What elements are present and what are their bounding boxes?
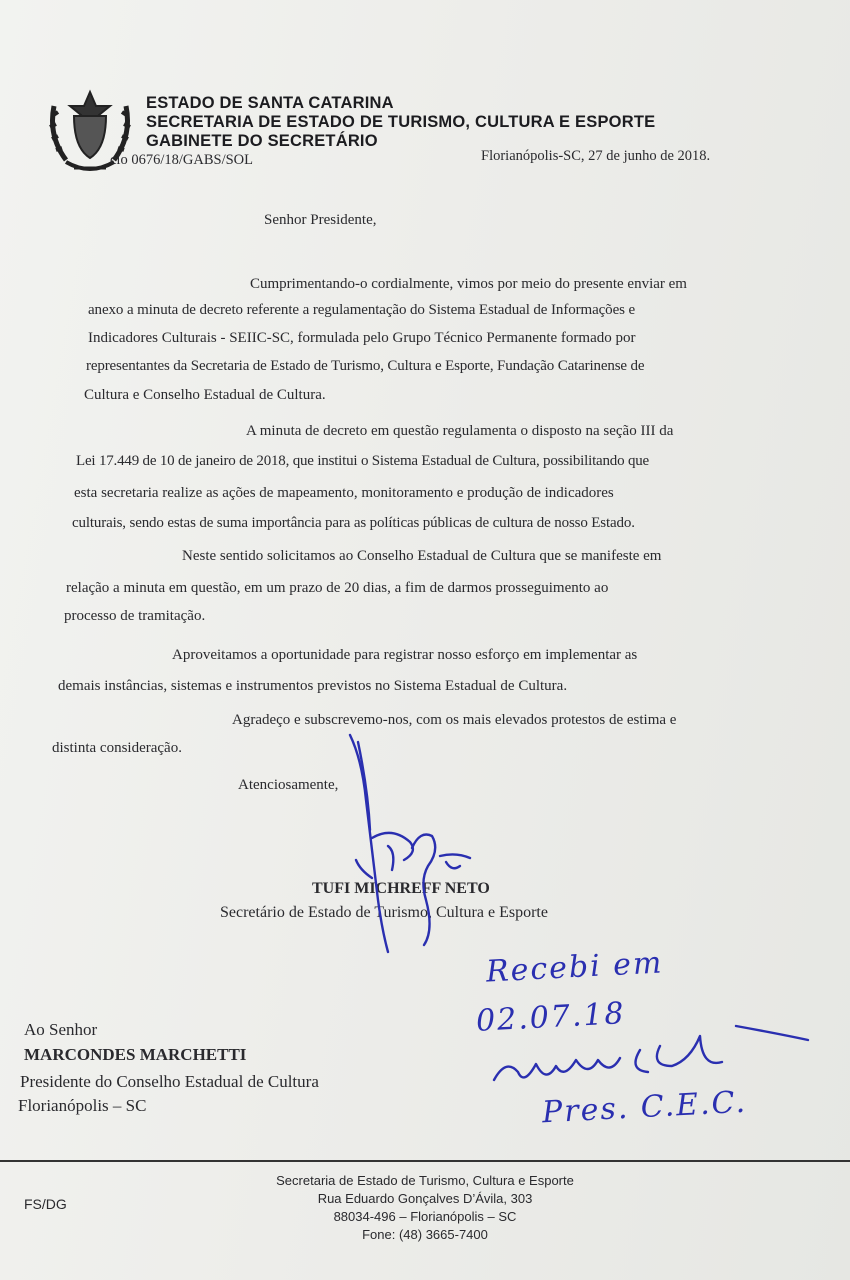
footer-rule	[0, 1160, 850, 1162]
footer-line-3: 88034-496 – Florianópolis – SC	[333, 1209, 517, 1224]
paragraph-4-line: Aproveitamos a oportunidade para registrar nosso esforço em implementar as	[172, 647, 638, 663]
document-reference: cio 0676/18/GABS/SOL	[110, 152, 253, 168]
paragraph-1-line: representantes da Secretaria de Estado de Turismo, Cultura e Esporte, Fundação Catarinense de	[86, 358, 645, 374]
paragraph-1-line: Indicadores Culturais - SEIIC-SC, formulada pelo Grupo Técnico Permanente formado por	[88, 330, 636, 346]
paragraph-2-line: esta secretaria realize as ações de mapeamento, monitoramento e produção de indicadores	[74, 485, 614, 501]
letterhead-line-2: SECRETARIA DE ESTADO DE TURISMO, CULTURA E ESPORTE	[146, 113, 656, 131]
closing: Atenciosamente,	[238, 777, 339, 793]
paragraph-2-line: culturais, sendo estas de suma importância para as políticas públicas de cultura de nosso Estado.	[72, 515, 635, 531]
letterhead-line-1: ESTADO DE SANTA CATARINA	[146, 94, 394, 112]
handwritten-note-line-4: Pres. C.E.C.	[541, 1084, 748, 1131]
paragraph-3-line: Neste sentido solicitamos ao Conselho Estadual de Cultura que se manifeste em	[182, 548, 662, 564]
handwritten-note-line-1: Recebi em	[485, 945, 665, 990]
paragraph-1-line: Cultura e Conselho Estadual de Cultura.	[84, 387, 326, 403]
signatory-name: TUFI MICHREFF NETO	[312, 880, 490, 897]
footer-line-4: Fone: (48) 3665-7400	[362, 1227, 488, 1242]
salutation: Senhor Presidente,	[264, 212, 377, 228]
paragraph-1-line: anexo a minuta de decreto referente a regulamentação do Sistema Estadual de Informações e	[88, 302, 636, 318]
paragraph-5-line: distinta consideração.	[52, 740, 182, 756]
paragraph-3-line: processo de tramitação.	[64, 608, 206, 624]
addressee-prefix: Ao Senhor	[24, 1020, 98, 1039]
paragraph-2-line: A minuta de decreto em questão regulamenta o disposto na seção III da	[246, 423, 674, 439]
footer-line-2: Rua Eduardo Gonçalves D’Ávila, 303	[317, 1191, 533, 1206]
paragraph-4-line: demais instâncias, sistemas e instrumentos previstos no Sistema Estadual de Cultura.	[58, 678, 568, 694]
letterhead-line-3: GABINETE DO SECRETÁRIO	[146, 132, 378, 150]
handwritten-note-line-2: 02.07.18	[475, 996, 627, 1039]
addressee-city: Florianópolis – SC	[18, 1096, 147, 1115]
footer-line-1: Secretaria de Estado de Turismo, Cultura e Esporte	[276, 1173, 574, 1188]
addressee-role: Presidente do Conselho Estadual de Cultura	[20, 1072, 319, 1091]
addressee-name-text: MARCONDES MARCHETTI	[24, 1045, 247, 1064]
paragraph-3-line: relação a minuta em questão, em um prazo de 20 dias, a fim de darmos prosseguimento ao	[66, 580, 609, 596]
paragraph-2-line: Lei 17.449 de 10 de janeiro de 2018, que institui o Sistema Estadual de Cultura, possibilitando que	[76, 453, 650, 469]
dateline: Florianópolis-SC, 27 de junho de 2018.	[481, 148, 711, 164]
author-initials: FS/DG	[24, 1196, 67, 1212]
signatory-role: Secretário de Estado de Turismo, Cultura e Esporte	[220, 904, 548, 921]
paragraph-5-line: Agradeço e subscrevemo-nos, com os mais elevados protestos de estima e	[232, 712, 677, 728]
paragraph-1-line: Cumprimentando-o cordialmente, vimos por meio do presente enviar em	[250, 276, 687, 292]
footer-address	[0, 1172, 850, 1244]
